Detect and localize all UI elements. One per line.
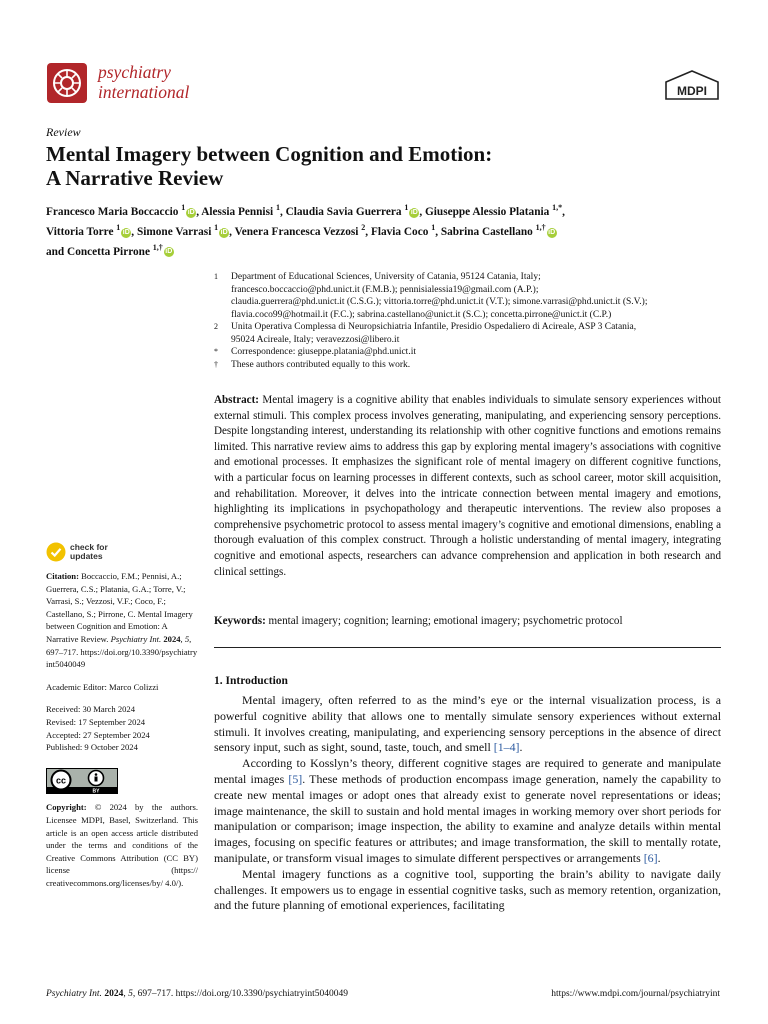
author-name: and Concetta Pirrone [46, 245, 150, 258]
author-name: Vittoria Torre [46, 225, 114, 238]
author-list: Francesco Maria Boccaccio $^1$iD , Alessia Pennisi $^1$, Claudia Savia Guerrera $^1$iD , Giuseppe Alessio Platania $^{1,*}$, Vittoria Torre $^1$iD , Simone Varrasi $^1$iD , Venera Francesca Vezzosi $^2$, Flavia Coco $^1$, Sabrina Castellano $^{1,\dagger}$iD and Concetta Pirrone $^{1,\dagger}$iD [46, 203, 565, 258]
abstract-text: Mental imagery is a cognitive ability that enables individuals to simulate sensory experiences without external stimuli. This complex process involves generating, manipulating, and experiencing sensory perceptions. Despite longstanding interest, understanding its relationship with other cognitive functions and emotions remains limited. This narrative review aims to address this gap by exploring mental imagery’s associations with cognitive and emotional processes. It emphasizes the significant role of mental imagery on different cognitive functions, with a particular focus on learning processes in different contexts, such as school career, motor skill acquisition, and rehabilitation. Moreover, it delves into the intricate connection between mental imagery and emotions, highlighting its implications in psychopathology and therapeutic interventions. The review also proposes a comprehensive psychometric protocol to assess mental imagery’s cognitive and emotional dimensions, enabling a thorough evaluation of this complex construct. Through a holistic understanding of mental imagery, integrating cognitive and emotional aspects, researchers can advance comprehension and application in both research and clinical settings. [214, 394, 721, 578]
author-affiliation-mark: 1 [404, 203, 409, 212]
paragraph: Mental imagery functions as a cognitive tool, supporting the brain’s ability to navigate daily challenges. It empowers us to engage in essential cognitive tasks, such as memory retention, organization, and the future planning of emotional experiences, facilitating [214, 866, 721, 913]
affiliation-line: 95024 Acireale, Italy; veravezzosi@libero.it [231, 334, 400, 345]
sidebar [46, 542, 198, 889]
paragraph: According to Kosslyn’s theory, different cognitive stages are required to generate and manipulate mental images [5]. These methods of production encompass image generation, namely the capability to create new mental images or adopt ones that already exist to generate novel representations or ideas; image maintenance, the skill to sustain and hold mental images in working memory over short periods for manipulation or comparison; image inspection, the ability to examine and analyze details within mental images, focusing on specific features or attributes; and image transformation, the skill to mentally rotate, manipulate, or transform visual images to simulate different perspectives or arrangements [6]. [214, 756, 721, 865]
section-divider [214, 647, 721, 648]
author-name: Giuseppe Alessio Platania [424, 205, 550, 218]
date-accepted: Accepted: 27 September 2024 [46, 729, 150, 740]
footer-citation: Psychiatry Int. 2024, 5, 697–717. https://doi.org/10.3390/psychiatryint5040049 [46, 989, 348, 999]
orcid-icon[interactable]: iD [220, 228, 228, 236]
author-affiliation-mark: 1 [116, 222, 121, 232]
orcid-icon[interactable]: iD [122, 228, 130, 236]
author-affiliation-mark: 1,† [535, 222, 546, 232]
journal-logo-icon [46, 62, 88, 104]
date-received: Received: 30 March 2024 [46, 704, 136, 715]
author-name: Flavia Coco [370, 225, 429, 238]
citation-doi-link[interactable]: https://doi.org/10.3390/psychiatryint5040049 [46, 646, 198, 670]
orcid-icon[interactable]: iD [187, 208, 195, 216]
orcid-icon[interactable]: iD [410, 208, 418, 216]
author-name: Alessia Pennisi [201, 205, 274, 218]
journal-url-link[interactable]: https://www.mdpi.com/journal/psychiatryint [551, 989, 720, 999]
reference-link[interactable]: [1–4] [493, 740, 520, 755]
academic-editor: Academic Editor: Marco Colizzi [46, 681, 159, 692]
reference-link[interactable]: [5] [288, 771, 303, 786]
author-affiliation-mark: 1 [431, 222, 436, 232]
affiliation-mark: 2 [214, 322, 218, 331]
author-affiliation-mark: 1,† [152, 242, 163, 252]
author-name: Sabrina Castellano [440, 225, 533, 238]
author-name: Venera Francesca Vezzosi [234, 225, 359, 238]
author-affiliation-mark: 1 [275, 203, 280, 212]
article-title: Mental Imagery between Cognition and Emotion: A Narrative Review [46, 142, 493, 190]
copyright: Copyright: © 2024 by the authors. Licensee MDPI, Basel, Switzerland. This article is an open access article distributed under the terms and conditions of the Creative Commons Attribution (CC BY) license (https:// creativecommons.org/licenses/by/ 4.0/). [46, 802, 198, 888]
keywords-text: mental imagery; cognition; learning; emotional imagery; psychometric protocol [268, 615, 623, 627]
journal-name: psychiatry international [98, 62, 190, 102]
affiliation-item [214, 346, 724, 359]
author-affiliation-mark: 2 [361, 222, 366, 232]
affiliation-line: Unita Operativa Complessa di Neuropsichiatria Infantile, Presidio Ospedaliero di Acireale, ASP 3 Catania, [231, 322, 637, 332]
affiliation-mark: 1 [214, 272, 218, 281]
affiliation-line: Department of Educational Sciences, University of Catania, 95124 Catania, Italy; [231, 272, 541, 282]
introduction-body [214, 693, 721, 914]
svg-text:BY: BY [92, 788, 100, 794]
paragraph: Mental imagery, often referred to as the mind’s eye or the internal visualization process, is a powerful cognitive ability that allows one to mentally simulate sensory experiences without external stimuli. It involves creating, manipulating, and experiencing sensory perceptions in the absence of direct sensory input, such as sight, sound, taste, touch, and smell [1–4]. [214, 693, 721, 755]
svg-text:MDPI: MDPI [677, 84, 707, 98]
svg-text:cc: cc [55, 775, 67, 786]
check-updates-icon [46, 542, 66, 562]
date-published: Published: 9 October 2024 [46, 742, 138, 753]
article-type: Review [46, 125, 81, 139]
affiliation-item [214, 271, 724, 321]
affiliation-line: These authors contributed equally to this work. [231, 359, 411, 370]
keywords-label: Keywords: [214, 615, 266, 627]
reference-link[interactable]: [6] [643, 850, 658, 865]
affiliation-item [214, 321, 724, 346]
section-heading: 1. Introduction [214, 675, 288, 687]
abstract-label: Abstract: [214, 394, 259, 406]
author-affiliation-mark: 1 [181, 203, 186, 212]
author-name: Simone Varrasi [136, 225, 212, 238]
orcid-icon[interactable]: iD [165, 248, 173, 256]
check-for-updates-button[interactable]: check for updates [46, 542, 198, 562]
citation: Citation: Boccaccio, F.M.; Pennisi, A.; Guerrera, C.S.; Platania, G.A.; Torre, V.; Varrasi, S.; Vezzosi, V.F.; Coco, F.; Castellano, S.; Pirrone, C. Mental Imagery between Cognition and Emotion: A Narrative Review. Psychiatry Int. 2024, 5, 697–717. https://doi.org/10.3390/psychiatryint5040049 [46, 571, 198, 670]
affiliation-line: flavia.coco99@hotmail.it (F.C.); sabrina.castellano@unict.it (S.C.); concetta.pirrone@unict.it (C.P.) [231, 309, 612, 320]
author-name: Francesco Maria Boccaccio [46, 205, 179, 218]
author-affiliation-mark: 1,* [552, 203, 563, 212]
date-revised: Revised: 17 September 2024 [46, 716, 146, 727]
affiliation-line: Correspondence: giuseppe.platania@phd.unict.it [231, 347, 416, 357]
affiliation-line: claudia.guerrera@phd.unict.it (C.S.G.); vittoria.torre@phd.unict.it (V.T.); simone.varrasi@phd.unict.it (S.V.); [231, 297, 648, 307]
affiliation-mark: * [214, 347, 218, 356]
author-affiliation-mark: 1 [214, 222, 219, 232]
affiliation-item [214, 359, 724, 372]
affiliation-mark: † [214, 359, 218, 369]
orcid-icon[interactable]: iD [548, 228, 556, 236]
keywords [214, 614, 721, 630]
author-name: Claudia Savia Guerrera [285, 205, 402, 218]
cc-by-license-icon[interactable] [46, 768, 118, 794]
abstract [214, 393, 721, 580]
affiliations [214, 271, 724, 371]
affiliation-line: francesco.boccaccio@phd.unict.it (F.M.B.); pennisialessia19@gmail.com (A.P.); [231, 284, 539, 295]
mdpi-logo-icon [664, 70, 720, 100]
